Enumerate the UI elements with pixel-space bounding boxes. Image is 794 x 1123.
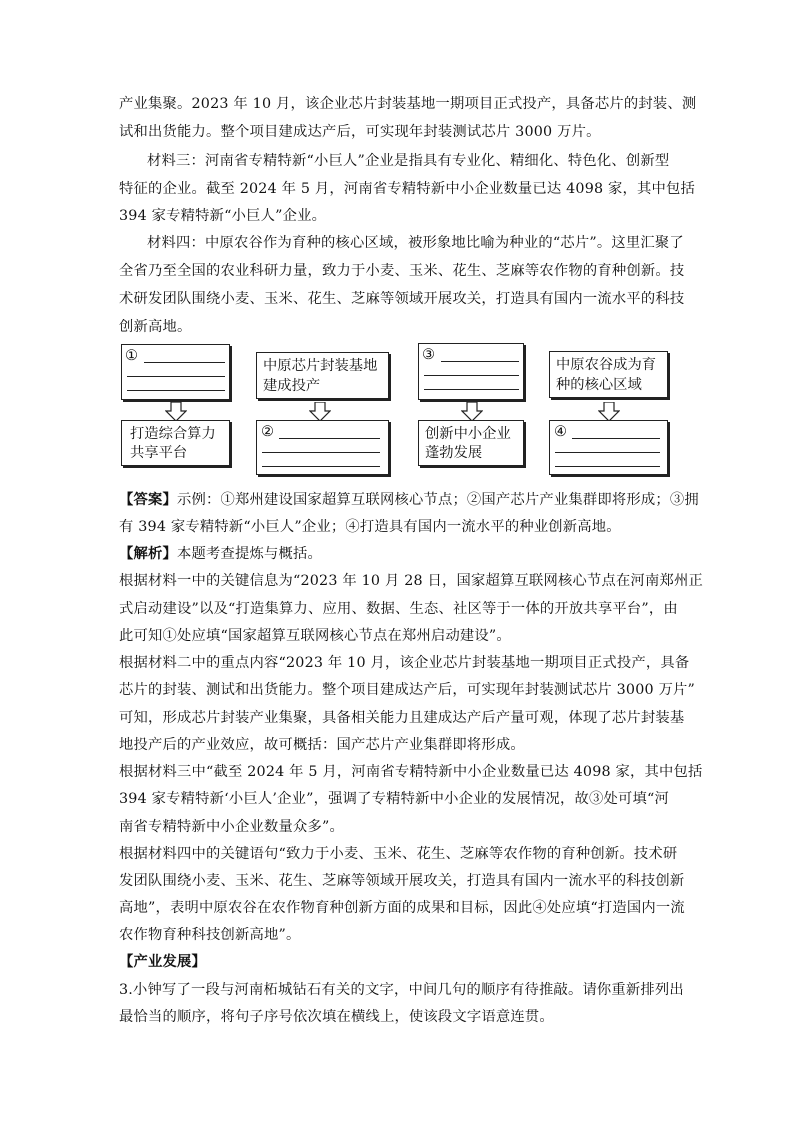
down-arrow-icon	[461, 402, 483, 422]
answer-line	[119, 490, 699, 510]
analysis-line: 可知，形成芯片封装产业集聚，具备相关能力且建成达产后产量可观，体现了芯片封装基	[119, 710, 685, 726]
text-line: 试和出货能力。整个项目建成达产后，可实现年封装测试芯片 3000 万片。	[119, 124, 601, 140]
box-text: 种的核心区域	[556, 377, 642, 393]
analysis-line: 农作物育种科技创新高地”。	[119, 927, 301, 943]
analysis-line: 根据材料一中的关键信息为“2023 年 10 月 28 日，国家超算互联网核心节点在河南郑州正	[119, 573, 703, 589]
box-text: 创新中小企业	[425, 426, 511, 442]
box-text: 打造综合算力	[130, 426, 216, 442]
analysis-line: 394 家专精特新‘小巨人’企业”，强调了专精特新中小企业的发展情况，故③处可填“河	[119, 791, 670, 807]
analysis-line: 南省专精特新中小企业数量众多”。	[119, 819, 344, 835]
analysis-label: 【解析】	[119, 546, 177, 562]
text-line: 术研发团队围绕小麦、玉米、花生、芝麻等领域开展攻关，打造具有国内一流水平的科技	[119, 291, 685, 307]
box-text: 中原农谷成为育	[556, 357, 657, 373]
blank-marker: ③	[422, 347, 435, 363]
diagram-box-4-top	[549, 351, 668, 398]
down-arrow-icon	[309, 402, 331, 422]
question-line: 最恰当的顺序，将句子序号依次填在横线上，使该段文字语意连贯。	[119, 1009, 554, 1025]
down-arrow-icon	[598, 402, 620, 422]
blank-marker: ①	[125, 348, 138, 364]
diagram-box-4-bottom	[549, 420, 668, 475]
text-line: 产业集聚。2023 年 10 月，该企业芯片封装基地一期项目正式投产，具备芯片的封装、测	[119, 96, 697, 112]
box-text: 建成投产	[263, 378, 321, 394]
answer-label: 【答案】	[119, 492, 177, 508]
blank-marker: ②	[261, 424, 274, 440]
text-line: 创新高地。	[119, 319, 192, 335]
blank-marker: ④	[554, 424, 567, 440]
analysis-heading	[119, 544, 322, 564]
analysis-line: 发团队围绕小麦、玉米、花生、芝麻等领域开展攻关，打造具有国内一流水平的科技创新	[119, 873, 685, 889]
section-heading: 【产业发展】	[119, 954, 206, 970]
analysis-line: 根据材料四中的关键语句“致力于小麦、玉米、花生、芝麻等农作物的育种创新。技术研	[119, 846, 678, 862]
text-line: 394 家专精特新“小巨人”企业。	[119, 208, 327, 224]
analysis-line: 根据材料三中“截至 2024 年 5 月，河南省专精特新中小企业数量已达 4098 家，其中包括	[119, 764, 703, 780]
answer-text: 示例：①郑州建设国家超算互联网核心节点；②国产芯片产业集群即将形成；③拥	[177, 492, 699, 508]
text-line: 特征的企业。截至 2024 年 5 月，河南省专精特新中小企业数量已达 4098 家，其中包括	[119, 181, 696, 197]
box-text: 共享平台	[130, 445, 188, 461]
answer-line: 有 394 家专精特新“小巨人”企业；④打造具有国内一流水平的种业创新高地。	[119, 519, 621, 535]
text-line: 材料四：中原农谷作为育种的核心区域，被形象地比喻为种业的“芯片”。这里汇聚了	[147, 235, 684, 251]
analysis-line: 根据材料二中的重点内容“2023 年 10 月，该企业芯片封装基地一期项目正式投产，具备	[119, 655, 690, 671]
diagram-box-1-bottom	[121, 420, 230, 466]
diagram-box-2-bottom	[256, 420, 389, 475]
diagram-box-3-top	[418, 343, 524, 400]
analysis-line: 地投产后的产业效应，故可概括：国产芯片产业集群即将形成。	[119, 737, 525, 753]
down-arrow-icon	[165, 402, 187, 422]
text-line: 全省乃至全国的农业科研力量，致力于小麦、玉米、花生、芝麻等农作物的育种创新。技	[119, 263, 685, 279]
analysis-line: 芯片的封装、测试和出货能力。整个项目建成达产后，可实现年封装测试芯片 3000 万片”	[119, 682, 696, 698]
diagram-box-1-top	[121, 344, 230, 400]
box-text: 蓬勃发展	[425, 445, 483, 461]
analysis-line: 式启动建设”以及“打造集算力、应用、数据、生态、社区等于一体的开放共享平台”，由	[119, 601, 678, 617]
question-line: 3.小钟写了一段与河南柘城钻石有关的文字，中间几句的顺序有待推敲。请你重新排列出	[119, 982, 684, 998]
box-text: 中原芯片封装基地	[263, 358, 378, 374]
analysis-line: 高地”，表明中原农谷在农作物育种创新方面的成果和目标，因此④处应填“打造国内一流	[119, 900, 685, 916]
analysis-line: 此可知①处应填“国家超算互联网核心节点在郑州启动建设”。	[119, 628, 511, 644]
text-line: 材料三：河南省专精特新“小巨人”企业是指具有专业化、精细化、特色化、创新型	[147, 153, 670, 169]
diagram-box-3-bottom	[418, 420, 524, 466]
diagram-box-2-top	[256, 352, 389, 399]
analysis-text: 本题考查提炼与概括。	[177, 546, 322, 562]
